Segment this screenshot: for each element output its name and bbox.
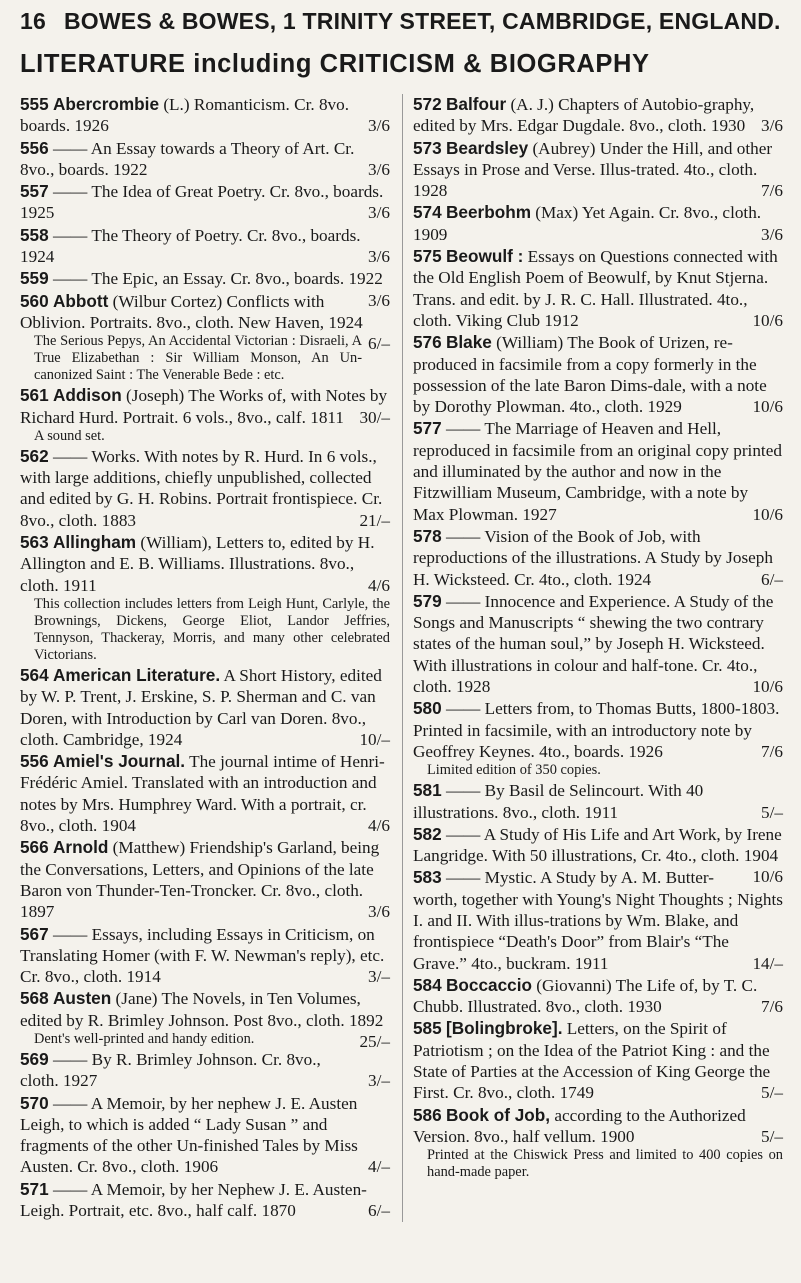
entry-number: 560	[20, 290, 49, 311]
entry-description: (Aubrey) Under the Hill, and other Essays in Prose and Verse. Illus-trated. 4to., cloth. 1928	[413, 138, 773, 201]
entry-price: 7/6	[761, 741, 783, 761]
entry-number: 585	[413, 1018, 442, 1039]
entry-note: A sound set.	[34, 427, 105, 444]
entry-price: 7/6	[761, 997, 783, 1017]
catalogue-entry	[413, 332, 783, 417]
entry-price: 6/–	[761, 569, 783, 589]
entry-price: 3/6	[368, 290, 390, 310]
entry-number: 584	[413, 974, 442, 995]
catalogue-entry	[413, 94, 783, 137]
entry-number: 562	[20, 445, 49, 466]
catalogue-entry	[413, 1018, 783, 1103]
catalogue-entry	[413, 591, 783, 697]
entry-description: —— Works. With notes by R. Hurd. In 6 vols., with large additions, chiefly unpublished, collected and edited by G. H. Robins. Portrait frontispiece. Cr. 8vo., cloth. 1883	[20, 446, 383, 530]
entry-heading: Allingham	[52, 532, 137, 553]
entry-note: Limited edition of 350 copies.	[427, 762, 601, 779]
entry-description: —— A Memoir, by her Nephew J. E. Austen-Leigh. Portrait, etc. 8vo., half calf. 1870	[20, 1179, 367, 1221]
entry-number: 586	[413, 1104, 442, 1125]
catalogue-entry	[20, 94, 390, 137]
entry-description: (Matthew) Friendship's Garland, being the Conversations, Letters, and Opinions of the late Baron von Thunder-Ten-Troncker. Cr. 8vo., cloth. 1897	[20, 838, 380, 922]
entry-price: 10/6	[752, 310, 783, 330]
entry-description: —— By Basil de Selincourt. With 40 illustrations. 8vo., cloth. 1911	[413, 781, 704, 822]
entry-description: —— The Theory of Poetry. Cr. 8vo., boards. 1924	[20, 225, 361, 267]
entry-price: 7/6	[761, 181, 783, 201]
running-header	[20, 8, 783, 38]
entry-number: 576	[413, 332, 442, 353]
entry-number: 557	[20, 181, 49, 202]
catalogue-entry	[20, 181, 390, 224]
entry-number: 558	[20, 224, 49, 245]
entry-number: 583	[413, 867, 442, 888]
catalogue-entry	[20, 291, 390, 385]
entry-price: 4/6	[368, 816, 390, 836]
entry-price: 3/6	[368, 902, 390, 922]
entry-number: 570	[20, 1092, 49, 1113]
entry-number: 569	[20, 1048, 49, 1069]
entry-number: 580	[413, 698, 442, 719]
catalogue-entry	[20, 988, 390, 1051]
entry-description: —— A Memoir, by her nephew J. E. Austen Leigh, to which is added “ Lady Susan ” and fragments of the other Un-finished Tales by Miss Austen. Cr. 8vo., cloth. 1906	[20, 1093, 358, 1177]
catalogue-entry	[20, 385, 390, 445]
entry-heading: Austen	[52, 988, 112, 1009]
entry-number: 575	[413, 246, 442, 267]
entry-number: 573	[413, 137, 442, 158]
entry-description: (A. J.) Chapters of Autobio-graphy, edited by Mrs. Edgar Dugdale. 8vo., cloth. 1930	[413, 95, 755, 136]
entry-price: 3/–	[368, 1071, 390, 1091]
entry-price: 25/–	[359, 1031, 390, 1051]
bookseller-address: BOWES & BOWES, 1 TRINITY STREET, CAMBRIDGE, ENGLAND.	[63, 8, 781, 34]
catalogue-entry	[20, 1049, 390, 1092]
catalogue-entry	[20, 837, 390, 922]
catalogue-entry	[413, 975, 783, 1018]
entry-price: 5/–	[761, 1126, 783, 1146]
entry-number: 564	[20, 664, 49, 685]
catalogue-entry	[413, 202, 783, 245]
entry-price: 3/6	[368, 159, 390, 179]
entry-note: The Serious Pepys, An Accidental Victorian : Disraeli, A True Elizabethan : Sir William Monson, An Un-canonized Saint : The Venerable Bede : etc.	[34, 333, 363, 384]
entry-heading: Blake	[445, 332, 492, 353]
catalogue-entry	[20, 1179, 390, 1222]
entry-description: —— The Idea of Great Poetry. Cr. 8vo., boards. 1925	[20, 182, 384, 223]
entry-description: (Giovanni) The Life of, by T. C. Chubb. Illustrated. 8vo., cloth. 1930	[413, 975, 758, 1017]
entry-price: 10/6	[752, 677, 783, 697]
catalogue-entry	[20, 1093, 390, 1178]
entry-description: (Joseph) The Works of, with Notes by Richard Hurd. Portrait. 6 vols., 8vo., calf. 1811	[20, 386, 388, 427]
entry-price: 10/6	[752, 397, 783, 417]
catalogue-entry	[20, 665, 390, 750]
entry-price: 3/6	[368, 116, 390, 136]
entry-heading: Boccaccio	[445, 974, 532, 995]
entry-price: 10/–	[359, 729, 390, 749]
entry-number: 581	[413, 780, 442, 801]
entry-description: —— An Essay towards a Theory of Art. Cr. 8vo., boards. 1922	[20, 138, 355, 179]
catalogue-entry	[413, 698, 783, 779]
entry-price: 3/6	[761, 224, 783, 244]
entry-description: (Wilbur Cortez) Conflicts with Oblivion. Portraits. 8vo., cloth. New Haven, 1924	[20, 291, 363, 332]
entry-number: 577	[413, 418, 442, 439]
entry-price: 4/–	[368, 1157, 390, 1177]
entry-price: 10/6	[752, 504, 783, 524]
entry-heading: [Bolingbroke].	[445, 1018, 563, 1039]
entry-number: 574	[413, 202, 442, 223]
entry-description: —— Innocence and Experience. A Study of the Songs and Manuscripts “ shewing the two contrary states of the human soul,” by Joseph H. Wicksteed. With illustrations in colour and half-tone. Cr. 4to., cloth. 1928	[413, 591, 774, 697]
catalogue-entry	[413, 138, 783, 202]
entry-number: 568	[20, 988, 49, 1009]
entry-heading: American Literature.	[52, 664, 221, 685]
entry-description: (Jane) The Novels, in Ten Volumes, edited by R. Brimley Johnson. Post 8vo., cloth. 1892	[20, 989, 384, 1030]
entry-price: 3/6	[368, 203, 390, 223]
entry-description: —— A Study of His Life and Art Work, by Irene Langridge. With 50 illustrations, Cr. 4to., cloth. 1904	[413, 824, 782, 866]
entry-price: 30/–	[359, 407, 390, 427]
entry-heading: Arnold	[52, 837, 109, 858]
entry-price: 3/–	[368, 967, 390, 987]
entry-number: 571	[20, 1178, 49, 1199]
entry-note: Printed at the Chiswick Press and limited to 400 copies on hand-made paper.	[427, 1147, 783, 1181]
entry-note: Dent's well-printed and handy edition.	[34, 1030, 255, 1047]
entry-heading: Book of Job,	[445, 1104, 551, 1125]
entry-description: A Short History, edited by W. P. Trent, J. Erskine, S. P. Sherman and C. van Doren, with Introduction by Carl van Doren. 8vo., cloth. Cambridge, 1924	[20, 665, 382, 749]
entry-heading: Abbott	[52, 290, 109, 311]
entry-price: 6/–	[368, 334, 390, 354]
catalogue-entry	[413, 246, 783, 331]
entry-description: (William), Letters to, edited by H. Allington and E. B. Williams. Illustrations. 8vo., cloth. 1911	[20, 533, 375, 595]
catalogue-entry	[413, 1105, 783, 1182]
entry-description: The journal intime of Henri-Frédéric Amiel. Translated with an introduction and notes by Mrs. Humphrey Ward. With a portrait, cr. 8vo., cloth. 1904	[20, 752, 385, 836]
page-number: 16	[20, 8, 46, 34]
catalogue-entry	[20, 751, 390, 836]
entry-number: 566	[20, 837, 49, 858]
catalogue-entry	[20, 532, 390, 664]
entry-heading: Amiel's Journal.	[52, 751, 186, 772]
section-title: LITERATURE including CRITICISM & BIOGRAPHY	[20, 50, 650, 78]
entry-note: This collection includes letters from Leigh Hunt, Carlyle, the Brownings, Dickens, George Eliot, Landor Jeffries, Tennyson, Thackeray, Morris, and many other celebrated Victorians.	[34, 595, 390, 663]
entry-number: 559	[20, 268, 49, 289]
catalogue-columns	[20, 94, 783, 1222]
entry-description: (L.) Romanticism. Cr. 8vo. boards. 1926	[20, 95, 350, 136]
entry-number: 579	[413, 590, 442, 611]
catalogue-entry	[20, 446, 390, 531]
catalogue-entry	[413, 418, 783, 524]
entry-description: —— The Epic, an Essay. Cr. 8vo., boards. 1922	[52, 269, 383, 289]
entry-heading: Balfour	[445, 94, 507, 114]
entry-description: —— Essays, including Essays in Criticism, on Translating Homer (with F. W. Newman's reply), etc. Cr. 8vo., cloth. 1914	[20, 924, 385, 987]
entry-price: 5/–	[761, 1083, 783, 1103]
entry-description: Letters, on the Spirit of Patriotism ; on the Idea of the Patriot King : and the State of Parties at the Accession of King George the First. Cr. 8vo., cloth. 1749	[413, 1019, 771, 1103]
entry-price: 3/6	[761, 116, 783, 136]
entry-price: 4/6	[368, 575, 390, 595]
entry-heading: Beowulf :	[445, 246, 524, 267]
entry-number: 556	[20, 137, 49, 158]
entry-price: 3/6	[368, 247, 390, 267]
entry-heading: Beardsley	[445, 137, 529, 158]
entry-description: according to the Authorized Version. 8vo., half vellum. 1900	[413, 1105, 746, 1146]
entry-number: 578	[413, 525, 442, 546]
entry-description: Essays on Questions connected with the Old English Poem of Beowulf, by Knut Stjerna. Trans. and edit. by J. R. C. Hall. Illustrated. 4to., cloth. Viking Club 1912	[413, 247, 778, 330]
entry-description: —— Letters from, to Thomas Butts, 1800-1803. Printed in facsimile, with an introductory note by Geoffrey Keynes. 4to., boards. 1926	[413, 699, 780, 761]
entry-price: 10/6	[752, 867, 783, 887]
catalogue-entry	[20, 225, 390, 268]
left-column	[20, 94, 390, 1222]
right-column	[402, 94, 783, 1222]
entry-heading: Beerbohm	[445, 202, 531, 223]
catalogue-entry	[413, 526, 783, 590]
entry-number: 561	[20, 385, 49, 406]
entry-description: (William) The Book of Urizen, re-produced in facsimile from a copy formerly in the possession of the late Baron Dims-dale, with a note by Dorothy Plowman. 4to., cloth. 1929	[413, 333, 767, 417]
entry-heading: Abercrombie	[52, 94, 160, 114]
entry-number: 563	[20, 532, 49, 553]
entry-description: —— Mystic. A Study by A. M. Butter-worth, together with Young's Night Thoughts ; Nights I. and II. With illus-trations by Wm. Blake, and frontispiece “Death's Door” from Blair's “The Grave.” 4to., buckram. 1911	[413, 868, 783, 973]
catalogue-entry	[20, 138, 390, 181]
entry-heading: Addison	[52, 385, 122, 406]
entry-description: —— The Marriage of Heaven and Hell, reproduced in facsimile from an original copy printed and illuminated by the author and now in the Fitzwilliam Museum, Cambridge, with a note by Max Plowman. 1927	[413, 419, 782, 524]
entry-price: 5/–	[761, 802, 783, 822]
entry-description: —— Vision of the Book of Job, with reproductions of the illustrations. A Study by Joseph H. Wicksteed. Cr. 4to., cloth. 1924	[413, 526, 773, 589]
entry-number: 555	[20, 94, 49, 114]
entry-number: 572	[413, 94, 442, 114]
entry-description: —— By R. Brimley Johnson. Cr. 8vo., cloth. 1927	[20, 1049, 321, 1091]
entry-description: (Max) Yet Again. Cr. 8vo., cloth. 1909	[413, 203, 762, 244]
entry-number: 567	[20, 923, 49, 944]
entry-price: 6/–	[368, 1201, 390, 1221]
catalogue-entry	[413, 867, 783, 973]
entry-number: 582	[413, 823, 442, 844]
entry-price: 21/–	[359, 510, 390, 530]
catalogue-entry	[413, 780, 783, 823]
catalogue-entry	[20, 924, 390, 988]
entry-number: 556	[20, 751, 49, 772]
entry-price: 14/–	[752, 953, 783, 973]
